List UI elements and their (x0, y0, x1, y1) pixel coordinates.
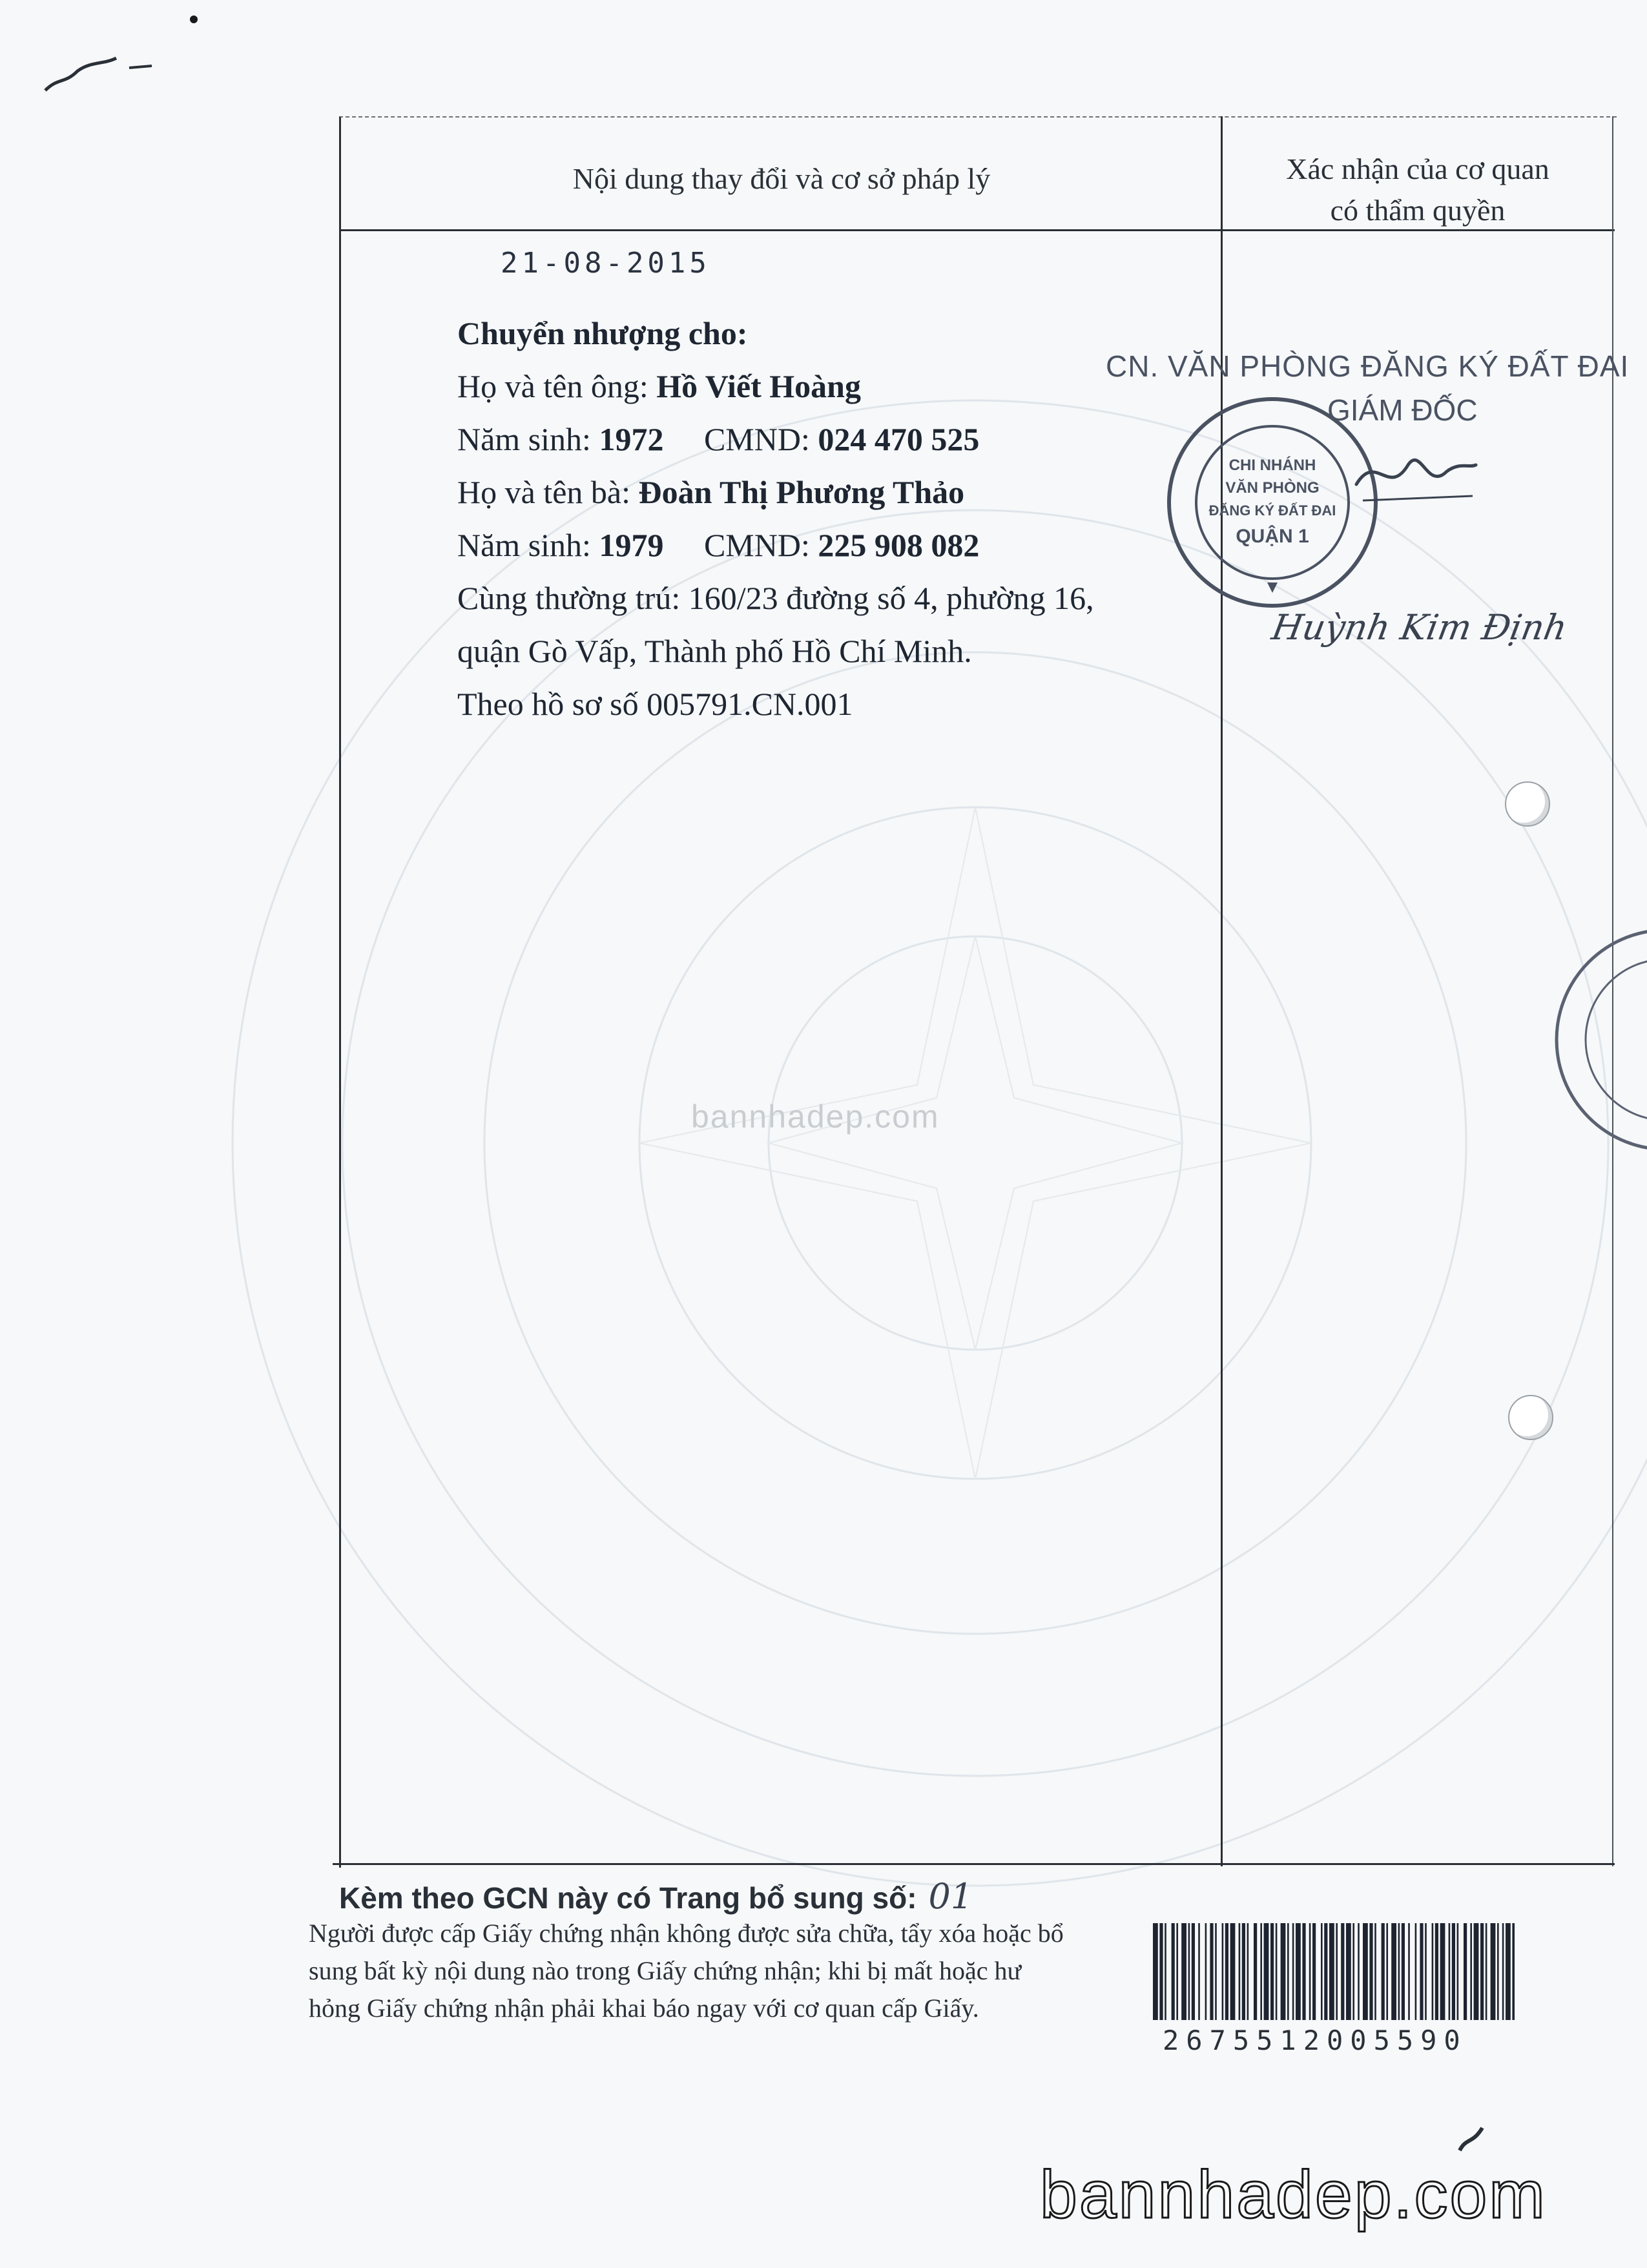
seal-line-3: ĐĂNG KÝ ĐẤT ĐAI (1208, 502, 1336, 519)
barcode-bar (1512, 1923, 1515, 2020)
partial-seal-stamp (1537, 917, 1647, 1162)
wife-id-label: CMND: (703, 527, 810, 563)
barcode-bar (1225, 1923, 1228, 2020)
barcode-bar (1440, 1923, 1445, 2020)
transfer-entry (457, 307, 1219, 730)
barcode-bar (1341, 1923, 1344, 2020)
barcode-bar (1181, 1923, 1186, 2020)
barcode-bar (1497, 1923, 1499, 2020)
barcode-bar (1369, 1923, 1372, 2020)
barcode-bar (1215, 1923, 1217, 2020)
seal-line-2: VĂN PHÒNG (1225, 479, 1320, 497)
barcode-bar (1287, 1923, 1289, 2020)
barcode-bar (1363, 1923, 1368, 2020)
wife-label: Họ và tên bà: (457, 474, 630, 510)
husband-id-number: 024 470 525 (818, 421, 980, 457)
barcode-bar (1159, 1923, 1163, 2020)
column-header-certification-line1: Xác nhận của cơ quan (1286, 152, 1549, 185)
barcode-bar (1188, 1923, 1190, 2020)
barcode (1153, 1923, 1515, 2020)
scan-mark-bottom-right (1453, 2118, 1492, 2157)
legal-notice (309, 1915, 1116, 2027)
barcode-bar (1198, 1923, 1200, 2020)
barcode-bar (1346, 1923, 1351, 2020)
barcode-bar (1452, 1923, 1455, 2020)
barcode-bar (1292, 1923, 1294, 2020)
barcode-bar (1374, 1923, 1376, 2020)
barcode-bar (1324, 1923, 1327, 2020)
supplement-line (339, 1876, 973, 1917)
barcode-bar (1415, 1923, 1417, 2020)
official-seal-stamp (1163, 393, 1382, 612)
notice-line-2: sung bất kỳ nội dung nào trong Giấy chứng nhận; khi bị mất hoặc hư (309, 1956, 1022, 1985)
barcode-bar (1432, 1923, 1434, 2020)
barcode-bar (1435, 1923, 1438, 2020)
barcode-bar (1382, 1923, 1385, 2020)
supplement-label: Kèm theo GCN này có Trang bổ sung số: (339, 1881, 917, 1915)
punch-hole-upper (1505, 781, 1550, 827)
barcode-bar (1486, 1923, 1487, 2020)
barcode-bar (1302, 1923, 1305, 2020)
barcode-bar (1329, 1923, 1334, 2020)
barcode-bar (1264, 1923, 1269, 2020)
barcode-bar (1425, 1923, 1427, 2020)
barcode-bar (1470, 1923, 1472, 2020)
barcode-bar (1391, 1923, 1396, 2020)
husband-row (457, 360, 1219, 413)
barcode-bar (1153, 1923, 1158, 2020)
wife-birth-year: 1979 (599, 527, 664, 563)
certifying-office: CN. VĂN PHÒNG ĐĂNG KÝ ĐẤT ĐAI (1106, 349, 1630, 383)
barcode-bar (1230, 1923, 1236, 2020)
barcode-bar (1358, 1923, 1360, 2020)
barcode-bar (1312, 1923, 1316, 2020)
barcode-bar (1222, 1923, 1224, 2020)
wife-row (457, 466, 1219, 519)
husband-label: Họ và tên ông: (457, 368, 648, 404)
barcode-bar (1254, 1923, 1257, 2020)
wife-details-row (457, 519, 1219, 572)
husband-details-row (457, 413, 1219, 466)
barcode-bar (1474, 1923, 1479, 2020)
bottom-watermark: bannhadep.com (1040, 2158, 1547, 2232)
barcode-bar (1480, 1923, 1484, 2020)
column-header-certification-line2: có thẩm quyền (1330, 194, 1506, 227)
address-line-2: quận Gò Vấp, Thành phố Hồ Chí Minh. (457, 633, 972, 669)
barcode-bar (1321, 1923, 1323, 2020)
husband-birth-label: Năm sinh: (457, 421, 591, 457)
barcode-bar (1239, 1923, 1241, 2020)
barcode-bar (1210, 1923, 1213, 2020)
seal-line-1: CHI NHÁNH (1228, 457, 1316, 474)
barcode-bar (1276, 1923, 1278, 2020)
husband-birth-year: 1972 (599, 421, 664, 457)
scan-mark-dot (187, 13, 200, 26)
wife-birth-label: Năm sinh: (457, 527, 591, 563)
barcode-number: 2675512005590 (1163, 2025, 1467, 2056)
notice-line-3: hỏng Giấy chứng nhận phải khai báo ngay với cơ quan cấp Giấy. (309, 1994, 979, 2023)
punch-hole-lower (1508, 1395, 1553, 1440)
certifying-title: GIÁM ĐỐC (1327, 393, 1478, 427)
center-watermark: bannhadep.com (691, 1098, 940, 1135)
barcode-bar (1205, 1923, 1207, 2020)
barcode-bar (1449, 1923, 1451, 2020)
signer-name: Huỳnh Kim Định (1269, 607, 1571, 648)
barcode-bar (1491, 1923, 1496, 2020)
barcode-bar (1502, 1923, 1504, 2020)
address-line-1: Cùng thường trú: 160/23 đường số 4, phường 16, (457, 580, 1094, 616)
barcode-bar (1464, 1923, 1467, 2020)
transfer-heading: Chuyển nhượng cho: (457, 315, 748, 351)
barcode-bar (1242, 1923, 1245, 2020)
column-header-changes: Nội dung thay đổi và cơ sở pháp lý (572, 162, 991, 195)
barcode-bar (1296, 1923, 1301, 2020)
notice-line-1: Người được cấp Giấy chứng nhận không được sửa chữa, tẩy xóa hoặc bổ (309, 1919, 1064, 1948)
barcode-bar (1420, 1923, 1423, 2020)
barcode-bar (1309, 1923, 1311, 2020)
wife-id-number: 225 908 082 (818, 527, 980, 563)
file-reference: Theo hồ sơ số 005791.CN.001 (457, 686, 853, 722)
husband-name: Hồ Viết Hoàng (656, 368, 861, 404)
seal-line-4: QUẬN 1 (1236, 526, 1309, 547)
column-header-certification (1224, 149, 1611, 231)
barcode-bar (1408, 1923, 1410, 2020)
barcode-bar (1386, 1923, 1388, 2020)
barcode-bar (1192, 1923, 1195, 2020)
barcode-bar (1398, 1923, 1400, 2020)
wife-name: Đoàn Thị Phương Thảo (638, 474, 965, 510)
barcode-bar (1270, 1923, 1274, 2020)
barcode-bar (1281, 1923, 1286, 2020)
barcode-bar (1165, 1923, 1166, 2020)
supplement-number: 01 (928, 1876, 973, 1917)
barcode-bar (1247, 1923, 1249, 2020)
barcode-bar (1457, 1923, 1459, 2020)
barcode-bar (1402, 1923, 1405, 2020)
barcode-bar (1506, 1923, 1511, 2020)
barcode-bar (1336, 1923, 1338, 2020)
barcode-bar (1172, 1923, 1175, 2020)
director-signature (1350, 439, 1479, 510)
barcode-bar (1352, 1923, 1354, 2020)
barcode-bar (1176, 1923, 1178, 2020)
husband-id-label: CMND: (703, 421, 810, 457)
date-stamp: 21-08-2015 (501, 247, 710, 280)
scan-mark-top-left (32, 39, 161, 97)
barcode-bar (1260, 1923, 1262, 2020)
table-bottom-border (333, 1863, 1615, 1865)
